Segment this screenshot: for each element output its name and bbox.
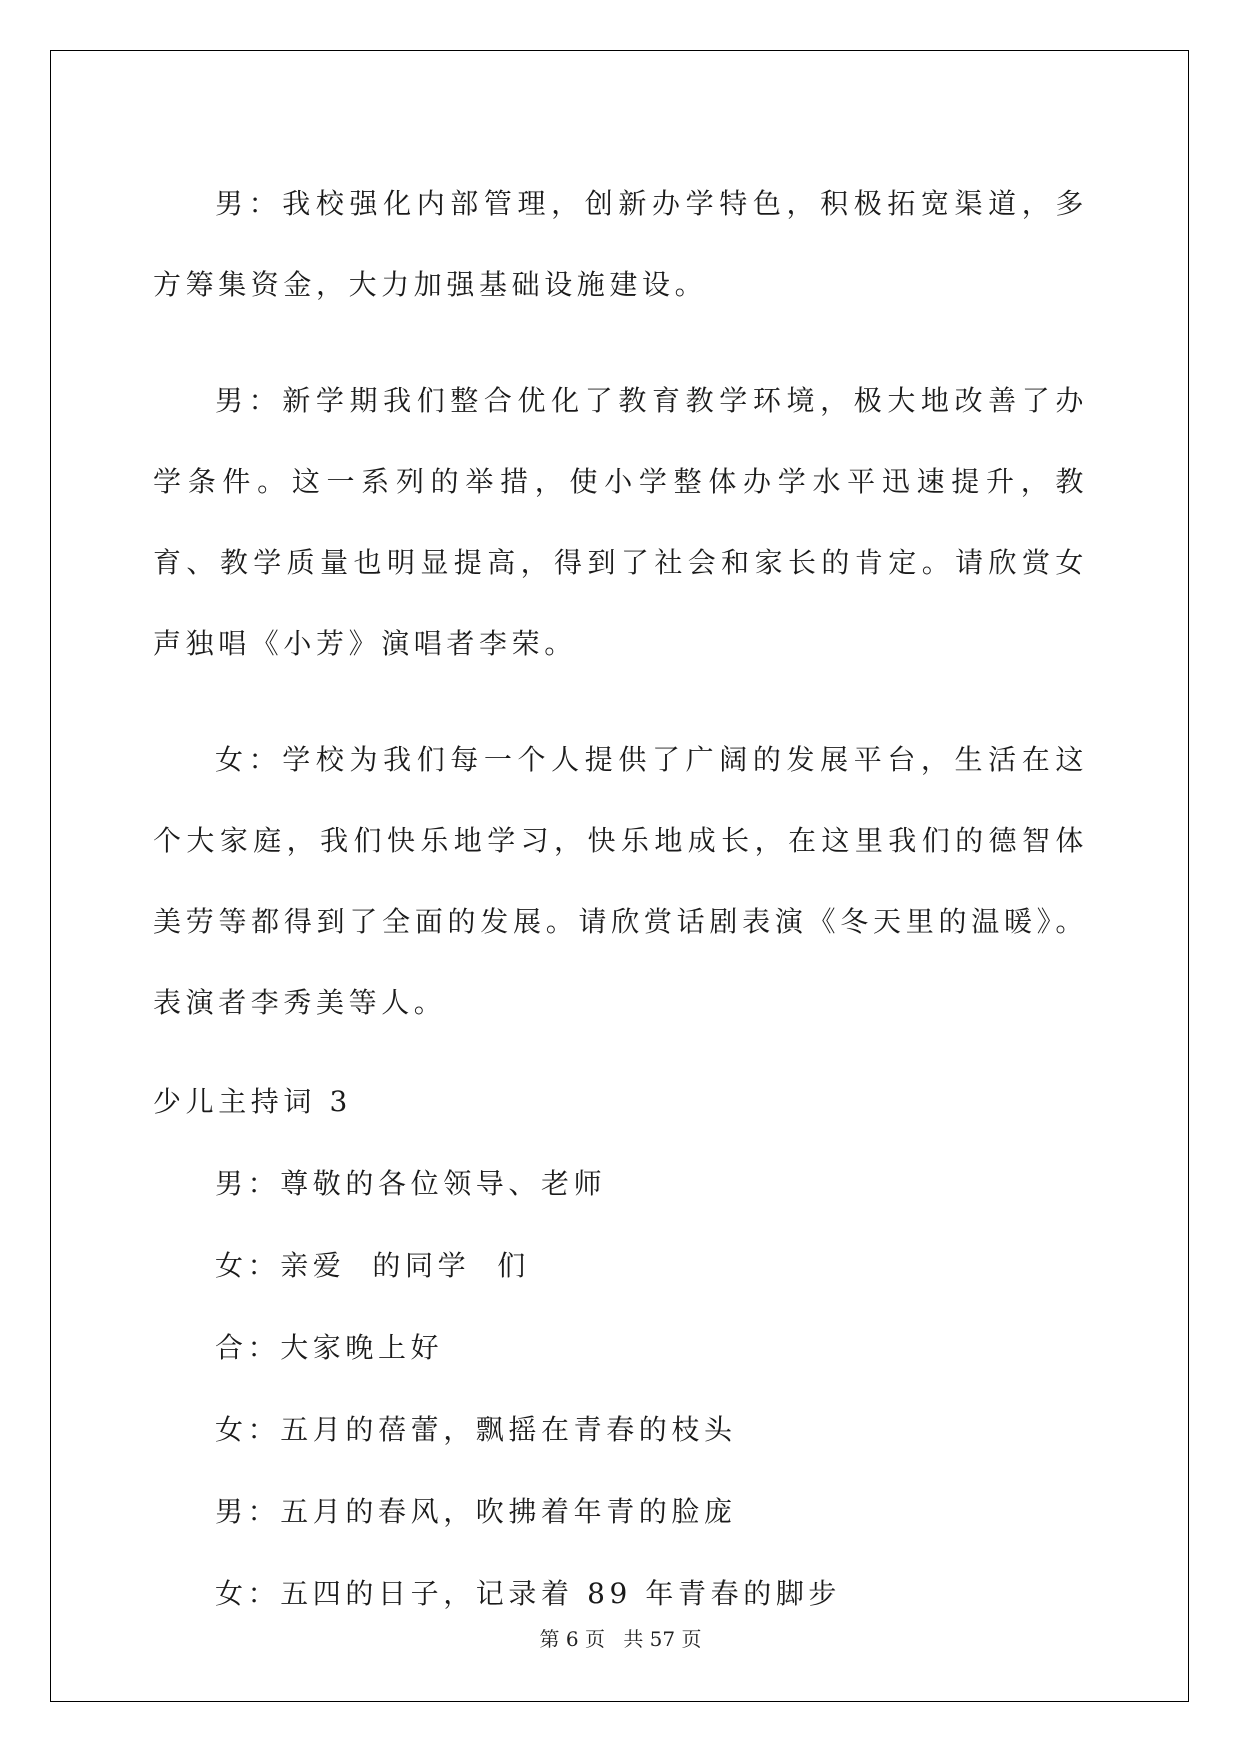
page-number: 第 6 页 bbox=[539, 1627, 605, 1651]
dialogue-line: 女：五月的蓓蕾，飘摇在青春的枝头 bbox=[215, 1413, 737, 1446]
document-body bbox=[153, 163, 1088, 1652]
page-footer bbox=[0, 1623, 1241, 1652]
page-total: 共 57 页 bbox=[623, 1627, 702, 1651]
paragraph: 女：学校为我们每一个人提供了广阔的发展平台，生活在这个大家庭，我们快乐地学习，快乐地成长，在这里我们的德智体美劳等都得到了全面的发展。请欣赏话剧表演《冬天里的温暖》。表演者李秀美等人。 bbox=[153, 743, 1088, 1019]
paragraph: 男：新学期我们整合优化了教育教学环境，极大地改善了办学条件。这一系列的举措，使小学整体办学水平迅速提升，教育、教学质量也明显提高，得到了社会和家长的肯定。请欣赏女声独唱《小芳》演唱者李荣。 bbox=[153, 384, 1088, 660]
paragraph: 男：我校强化内部管理，创新办学特色，积极拓宽渠道，多方筹集资金，大力加强基础设施建设。 bbox=[153, 187, 1088, 301]
section-title: 少儿主持词 3 bbox=[153, 1085, 352, 1118]
dialogue-line: 女：五四的日子，记录着 89 年青春的脚步 bbox=[215, 1577, 842, 1610]
dialogue-line: 男：尊敬的各位领导、老师 bbox=[215, 1167, 607, 1200]
dialogue-line: 女：亲爱 的同学 们 bbox=[215, 1249, 530, 1282]
dialogue-line: 男：五月的春风，吹拂着年青的脸庞 bbox=[215, 1495, 737, 1528]
dialogue-line: 合：大家晚上好 bbox=[215, 1331, 444, 1364]
